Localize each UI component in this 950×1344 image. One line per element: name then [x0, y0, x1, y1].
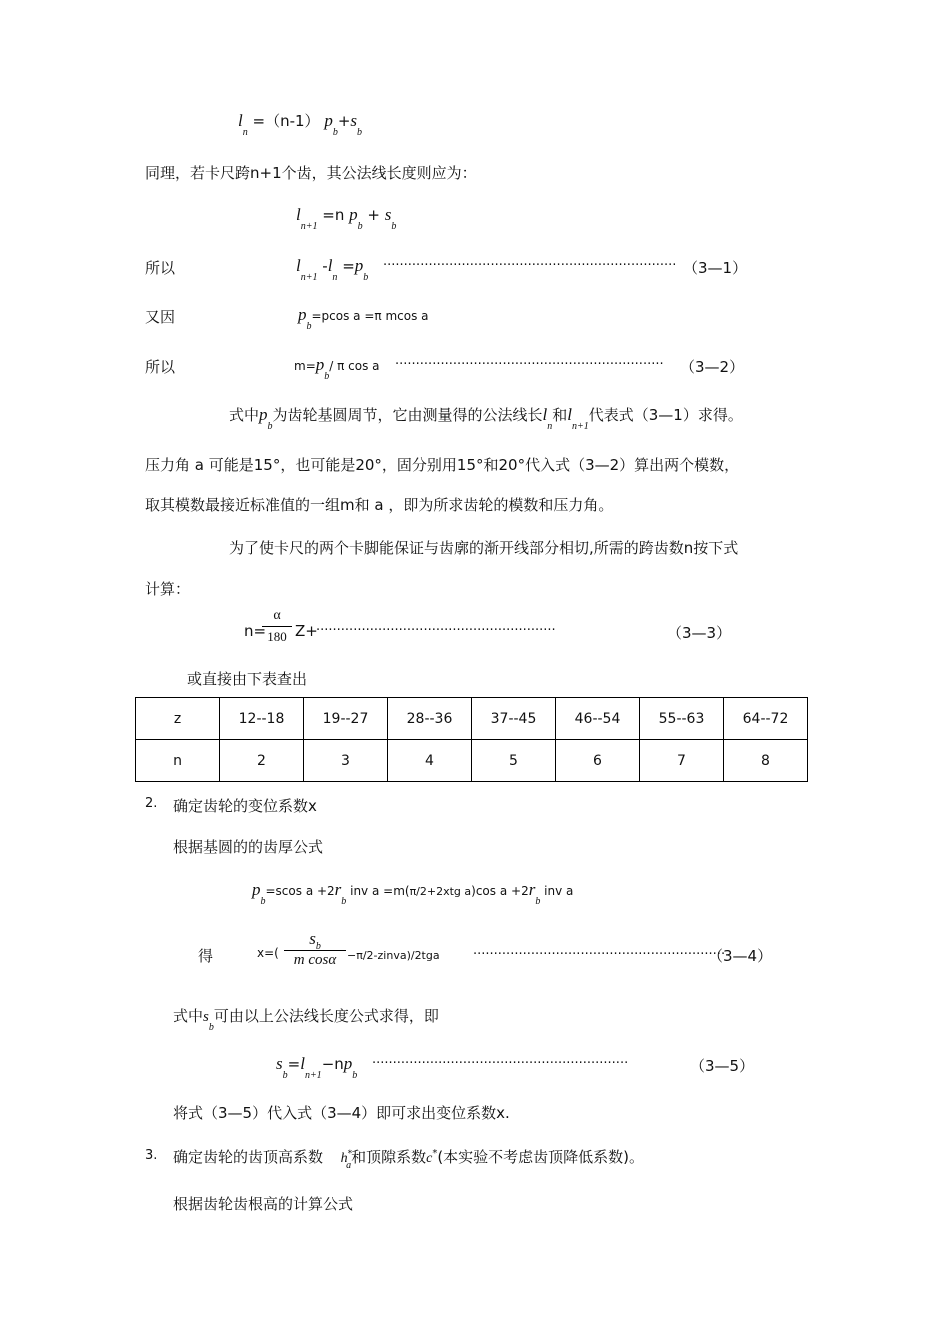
table-cell: 12--18	[220, 698, 304, 740]
label: 得	[198, 947, 214, 965]
label: 所以	[145, 259, 176, 277]
equation-3-2: $m=p_b/$ π cos a	[294, 355, 380, 382]
label: 又因	[145, 308, 176, 326]
paragraph: 根据基圆的的齿厚公式	[173, 838, 324, 856]
equation-3-4-rest: −π/2-zinva)/2tga	[347, 949, 440, 962]
leader-dots: ··························································	[316, 623, 556, 638]
table-cell: 7	[640, 740, 724, 782]
equation-3-5: $s_b=l_{n+1}-np_b$	[276, 1054, 358, 1081]
span-count-table	[135, 697, 808, 782]
table-cell: 64--72	[724, 698, 808, 740]
section-number: 2.	[145, 796, 158, 811]
section-title: 确定齿轮的变位系数x	[173, 797, 317, 815]
fraction-numerator: α	[262, 608, 292, 627]
table-cell: 46--54	[556, 698, 640, 740]
table-cell: 6	[556, 740, 640, 782]
table-cell: 37--45	[472, 698, 556, 740]
section-title: 确定齿轮的齿顶高系数 $h^*_a$和顶隙系数c*(本实验不考虑齿顶降低系数)。	[173, 1148, 645, 1171]
table-cell: 4	[388, 740, 472, 782]
fraction-numerator: $s_b$	[284, 930, 346, 951]
equation-number: （3—5）	[690, 1057, 755, 1075]
leader-dots: ·····························································	[473, 947, 726, 962]
leader-dots: ·································································	[395, 357, 664, 372]
equation-3-1: $l_{n+1}$ $-l_n =p_b$	[296, 256, 369, 283]
paragraph: 式中$p_b$为齿轮基圆周节，它由测量得的公法线长$l_n$和$l_{n+1}$代表式（3—1）求得。	[229, 405, 743, 432]
equation-3-3-z: Z+	[295, 622, 318, 640]
equation-pb-thickness: $p_b=scos$ $a +2r_b$ inv a =m(π/2+2xtg a)cos $a +2r_b$ inv a	[252, 880, 574, 907]
table-cell: 5	[472, 740, 556, 782]
table-cell: 55--63	[640, 698, 724, 740]
equation-number: （3—2）	[680, 358, 745, 376]
fraction-denominator: m cosα	[293, 952, 337, 968]
paragraph: 为了使卡尺的两个卡脚能保证与齿廓的渐开线部分相切,所需的跨齿数n按下式	[229, 539, 739, 557]
table-cell: 3	[304, 740, 388, 782]
paragraph: 式中$s_b$可由以上公法线长度公式求得，即	[173, 1007, 439, 1033]
equation-3-4-x: x=(	[257, 946, 279, 960]
paragraph: 压力角 a 可能是15°，也可能是20°，固分别用15°和20°代入式（3—2）算出两个模数，	[145, 456, 740, 474]
fraction	[262, 608, 292, 645]
table-cell: 19--27	[304, 698, 388, 740]
equation-pb: $p_b=pcos$ a =π mcos a	[298, 305, 429, 332]
equation-ln1: $l_{n+1} =n$ $p_b + s_b$	[296, 205, 397, 232]
paragraph: 取其模数最接近标准值的一组m和 a ，即为所求齿轮的模数和压力角。	[145, 496, 614, 514]
fraction-denominator: 180	[267, 629, 287, 644]
equation-number: （3—3）	[667, 624, 732, 642]
table-cell: z	[136, 698, 220, 740]
paragraph: 将式（3—5）代入式（3—4）即可求出变位系数x.	[173, 1104, 510, 1122]
fraction	[284, 930, 346, 969]
leader-dots: ·······································································	[383, 258, 677, 273]
label: 所以	[145, 358, 176, 376]
leader-dots: ······························································	[372, 1056, 629, 1071]
paragraph: 或直接由下表查出	[187, 670, 308, 688]
equation-3-3-n: n=	[244, 622, 267, 640]
table-cell: n	[136, 740, 220, 782]
equation-number: （3—1）	[683, 259, 748, 277]
paragraph: 计算：	[145, 580, 191, 598]
equation-number: （3—4）	[708, 947, 773, 965]
section-number: 3.	[145, 1148, 158, 1163]
paragraph: 同理，若卡尺跨n+1个齿，其公法线长度则应为：	[145, 164, 477, 182]
table-row	[136, 698, 808, 740]
table-cell: 28--36	[388, 698, 472, 740]
equation-ln: $l_n =(n-1)$ $p_b+s_b$	[238, 111, 363, 138]
table-cell: 2	[220, 740, 304, 782]
paragraph: 根据齿轮齿根高的计算公式	[173, 1195, 354, 1213]
table-row	[136, 740, 808, 782]
table-cell: 8	[724, 740, 808, 782]
